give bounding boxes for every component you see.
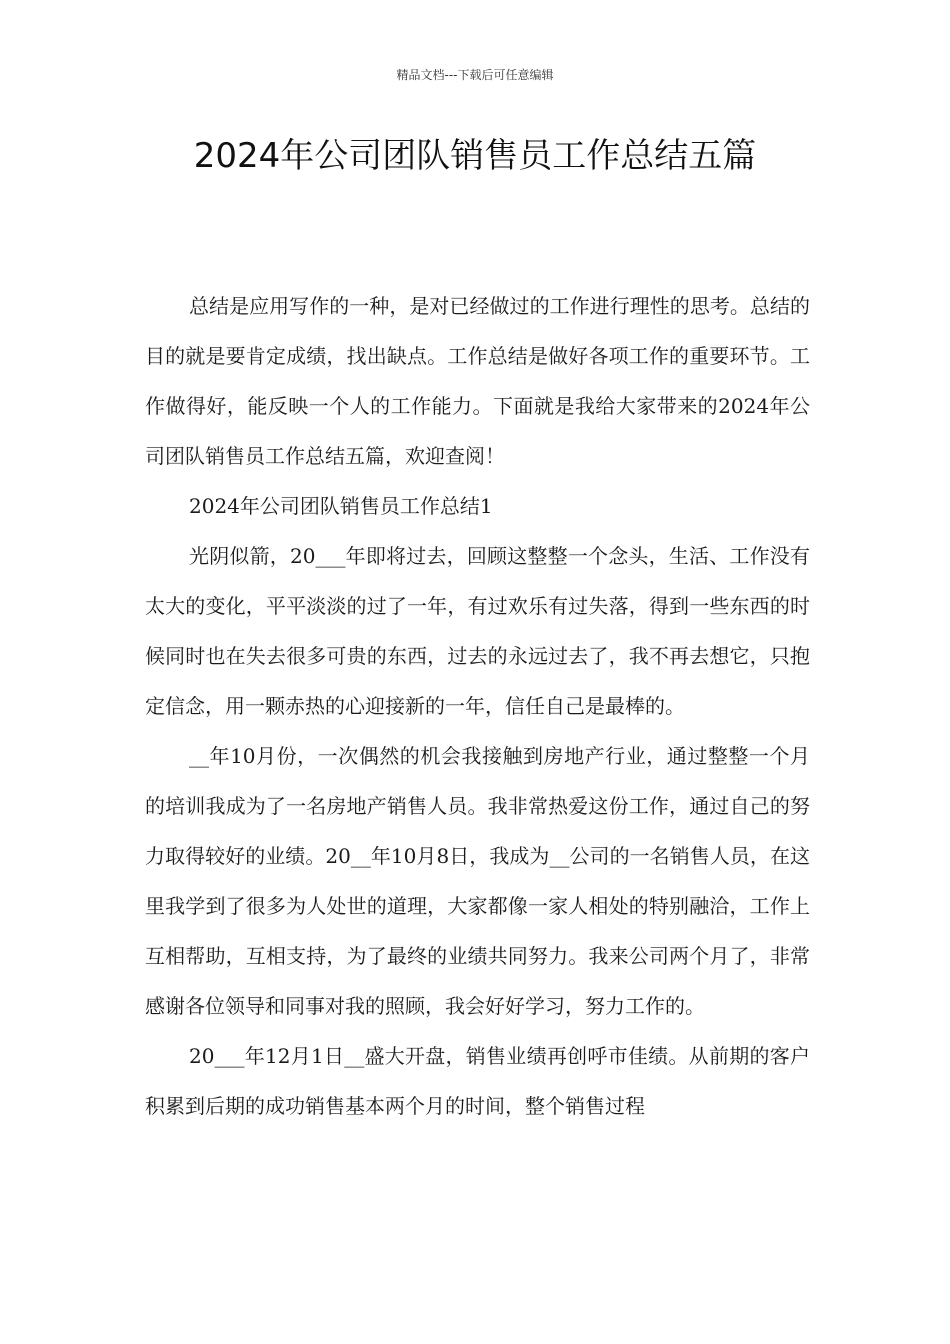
body-paragraph-2: __年10月份，一次偶然的机会我接触到房地产行业，通过整整一个月的培训我成为了一名房地产销售人员。我非常热爱这份工作，通过自己的努力取得较好的业绩。20__年10月8日，我成为__公司的一名销售人员，在这里我学到了很多为人处世的道理，大家都像一家人相处的特别融洽，工作上互相帮助，互相支持，为了最终的业绩共同努力。我来公司两个月了，非常感谢各位领导和同事对我的照顾，我会好好学习，努力工作的。	[145, 744, 810, 1018]
body-paragraph-3: 20___年12月1日__盛大开盘，销售业绩再创呼市佳绩。从前期的客户积累到后期的成功销售基本两个月的时间，整个销售过程	[145, 1044, 810, 1118]
document-body	[145, 281, 810, 1131]
body-paragraph-1: 光阴似箭，20___年即将过去，回顾这整整一个念头，生活、工作没有太大的变化，平平淡淡的过了一年，有过欢乐有过失落，得到一些东西的时候同时也在失去很多可贵的东西，过去的永远过去了，我不再去想它，只抱定信念，用一颗赤热的心迎接新的一年，信任自己是最棒的。	[145, 544, 810, 718]
intro-paragraph: 总结是应用写作的一种，是对已经做过的工作进行理性的思考。总结的目的就是要肯定成绩，找出缺点。工作总结是做好各项工作的重要环节。工作做得好，能反映一个人的工作能力。下面就是我给大家带来的2024年公司团队销售员工作总结五篇，欢迎查阅！	[145, 294, 810, 468]
page-header-watermark: 精品文档---下载后可任意编辑	[396, 68, 554, 82]
document-title: 2024年公司团队销售员工作总结五篇	[193, 136, 757, 176]
section-heading-1: 2024年公司团队销售员工作总结1	[189, 494, 493, 518]
